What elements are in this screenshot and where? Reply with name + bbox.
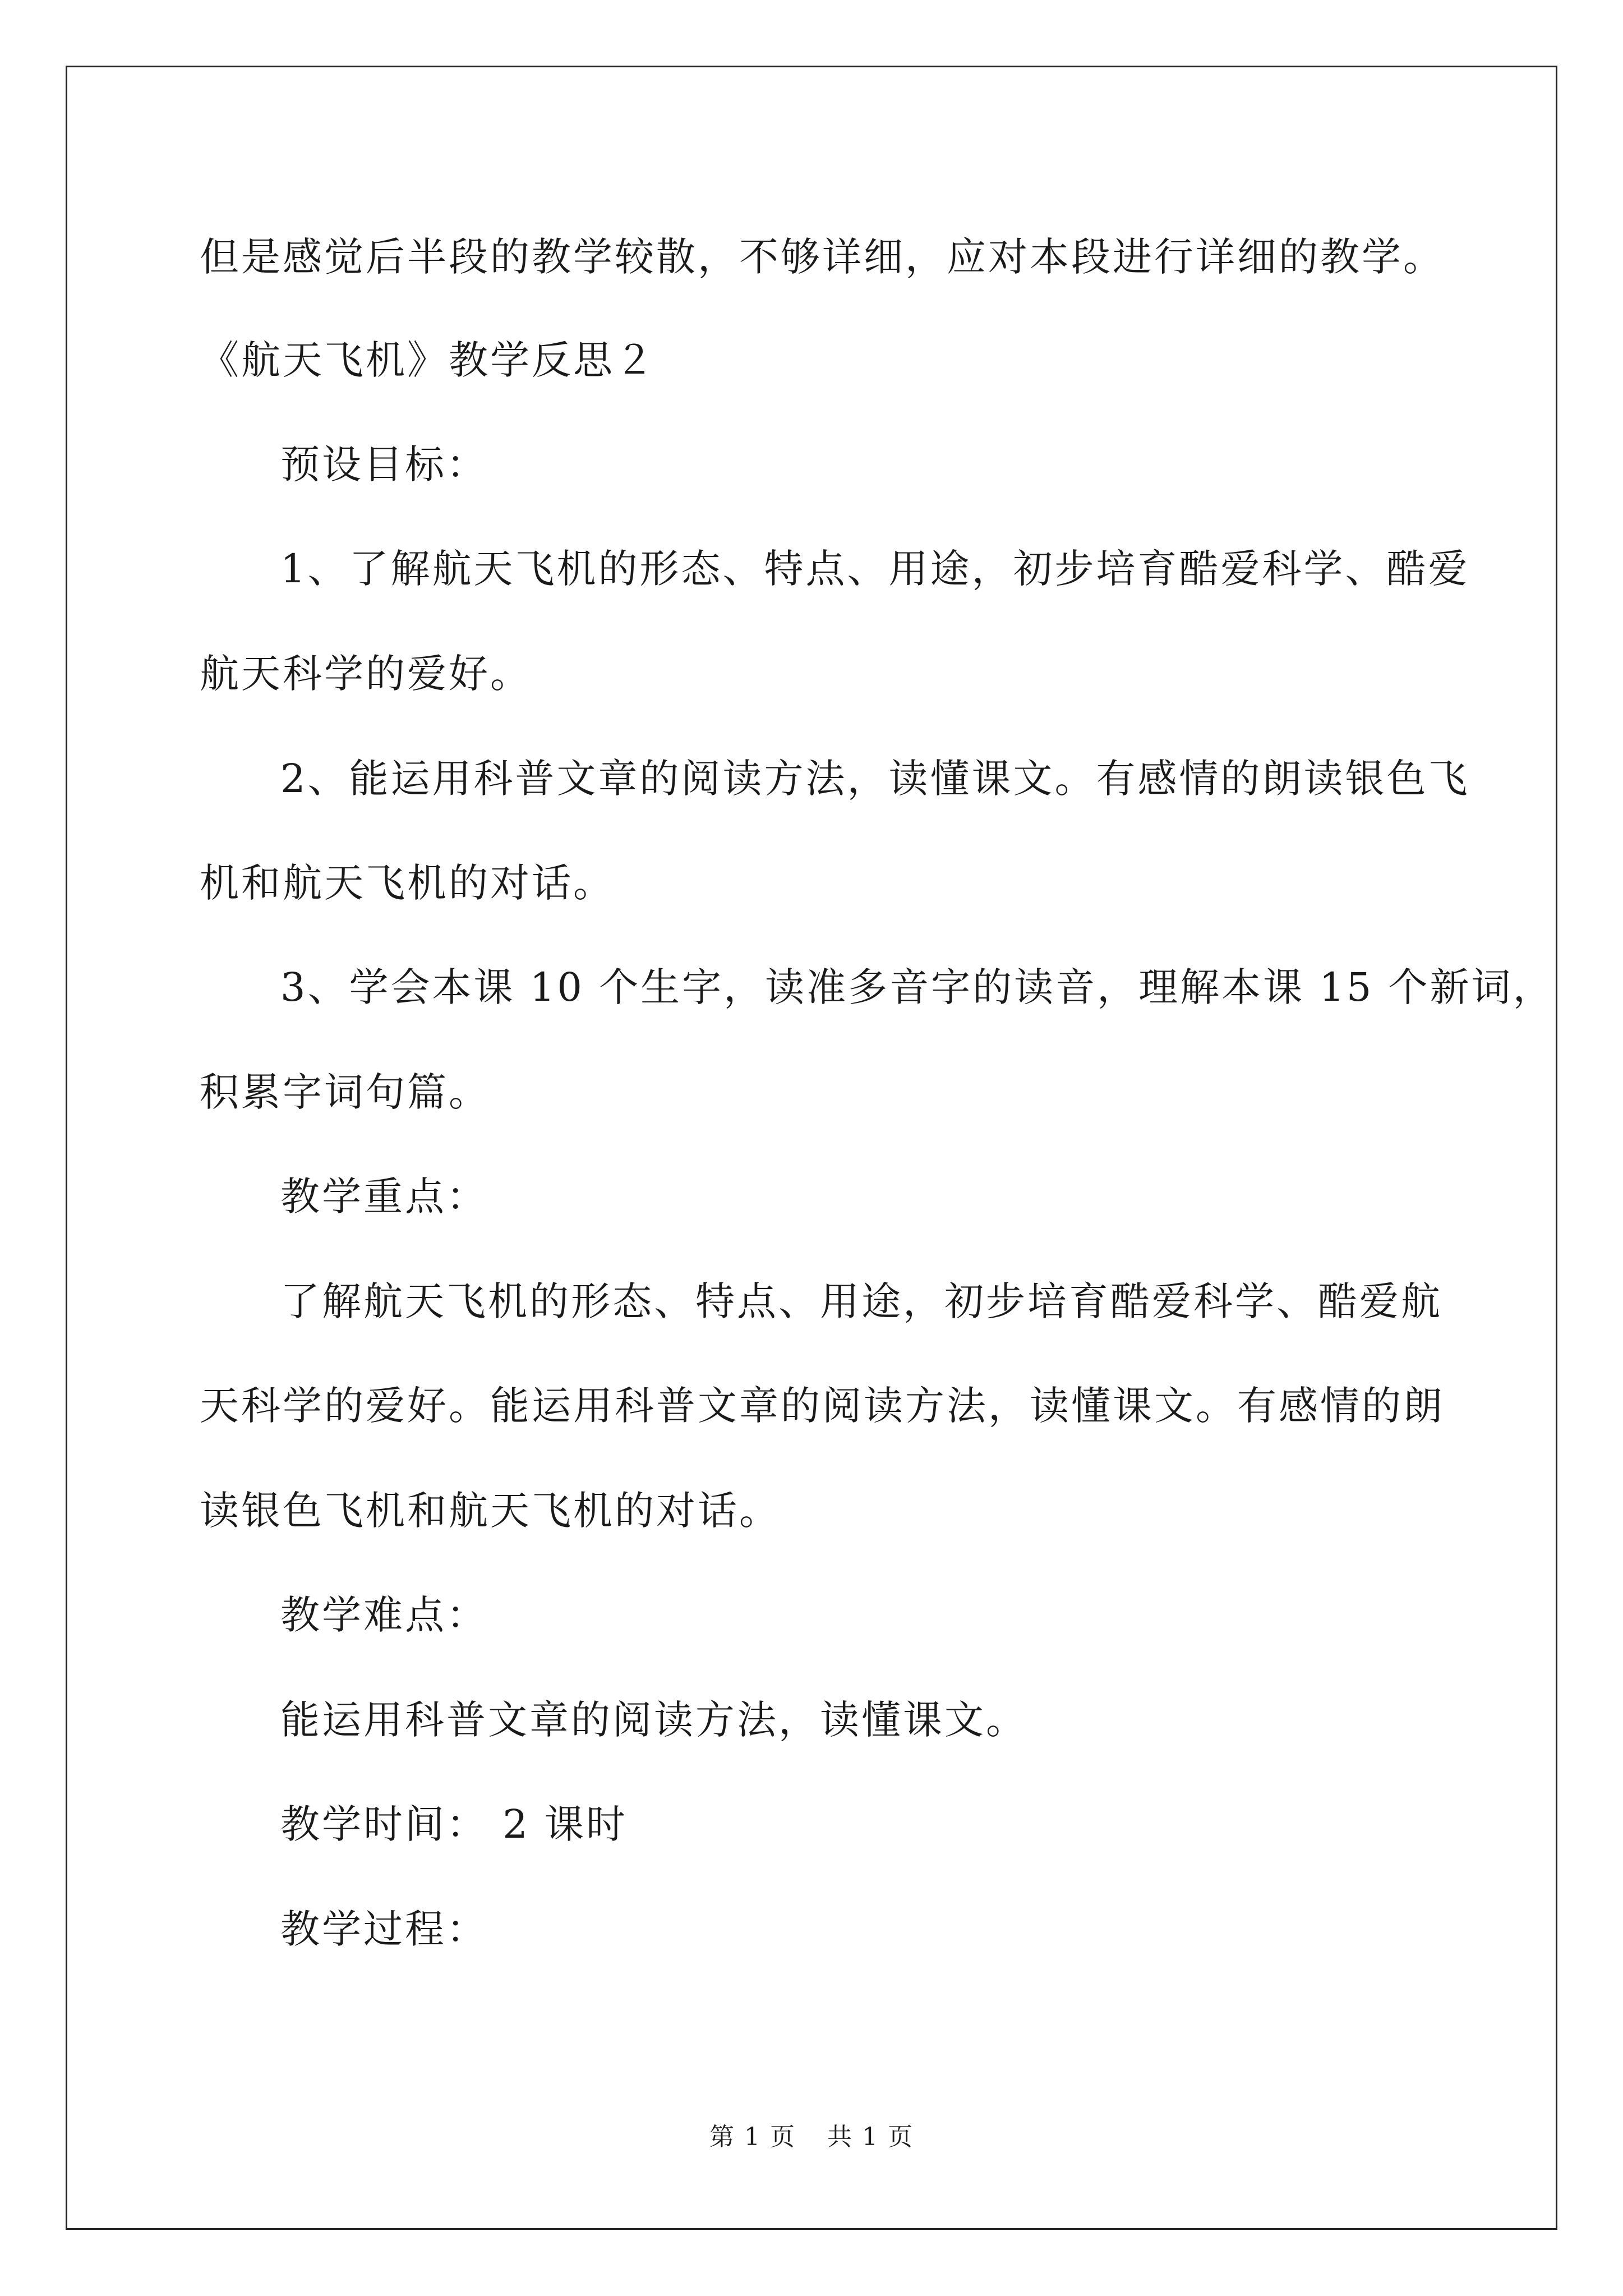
text-line-14: 教学难点： xyxy=(280,1592,488,1638)
page-footer xyxy=(0,2120,1623,2154)
text-line-4: 1、了解航天飞机的形态、特点、用途，初步培育酷爱科学、酷爱 xyxy=(280,546,1470,592)
text-line-7: 机和航天飞机的对话。 xyxy=(200,860,615,906)
text-line-3: 预设目标： xyxy=(280,441,488,487)
page-total: 共 1 页 xyxy=(827,2123,914,2151)
text-line-8: 3、学会本课 10 个生字，读准多音字的读音，理解本课 15 个新词， xyxy=(280,964,1555,1010)
text-line-9: 积累字词句篇。 xyxy=(200,1069,490,1115)
text-line-11: 了解航天飞机的形态、特点、用途，初步培育酷爱科学、酷爱航 xyxy=(280,1278,1442,1324)
text-line-16: 教学时间： 2 课时 xyxy=(280,1801,628,1847)
text-line-15: 能运用科普文章的阅读方法，读懂课文。 xyxy=(280,1697,1027,1743)
text-line-5: 航天科学的爱好。 xyxy=(200,651,532,697)
text-line-12: 天科学的爱好。能运用科普文章的阅读方法，读懂课文。有感情的朗 xyxy=(200,1383,1445,1429)
text-line-17: 教学过程： xyxy=(280,1906,488,1952)
section-heading: 《航天飞机》教学反思２ xyxy=(200,337,656,383)
page-number: 第 1 页 xyxy=(709,2123,796,2151)
text-line-1: 但是感觉后半段的教学较散，不够详细，应对本段进行详细的教学。 xyxy=(200,234,1445,280)
text-line-10: 教学重点： xyxy=(280,1174,488,1220)
text-line-13: 读银色飞机和航天飞机的对话。 xyxy=(200,1488,781,1534)
text-line-6: 2、能运用科普文章的阅读方法，读懂课文。有感情的朗读银色飞 xyxy=(280,756,1470,802)
